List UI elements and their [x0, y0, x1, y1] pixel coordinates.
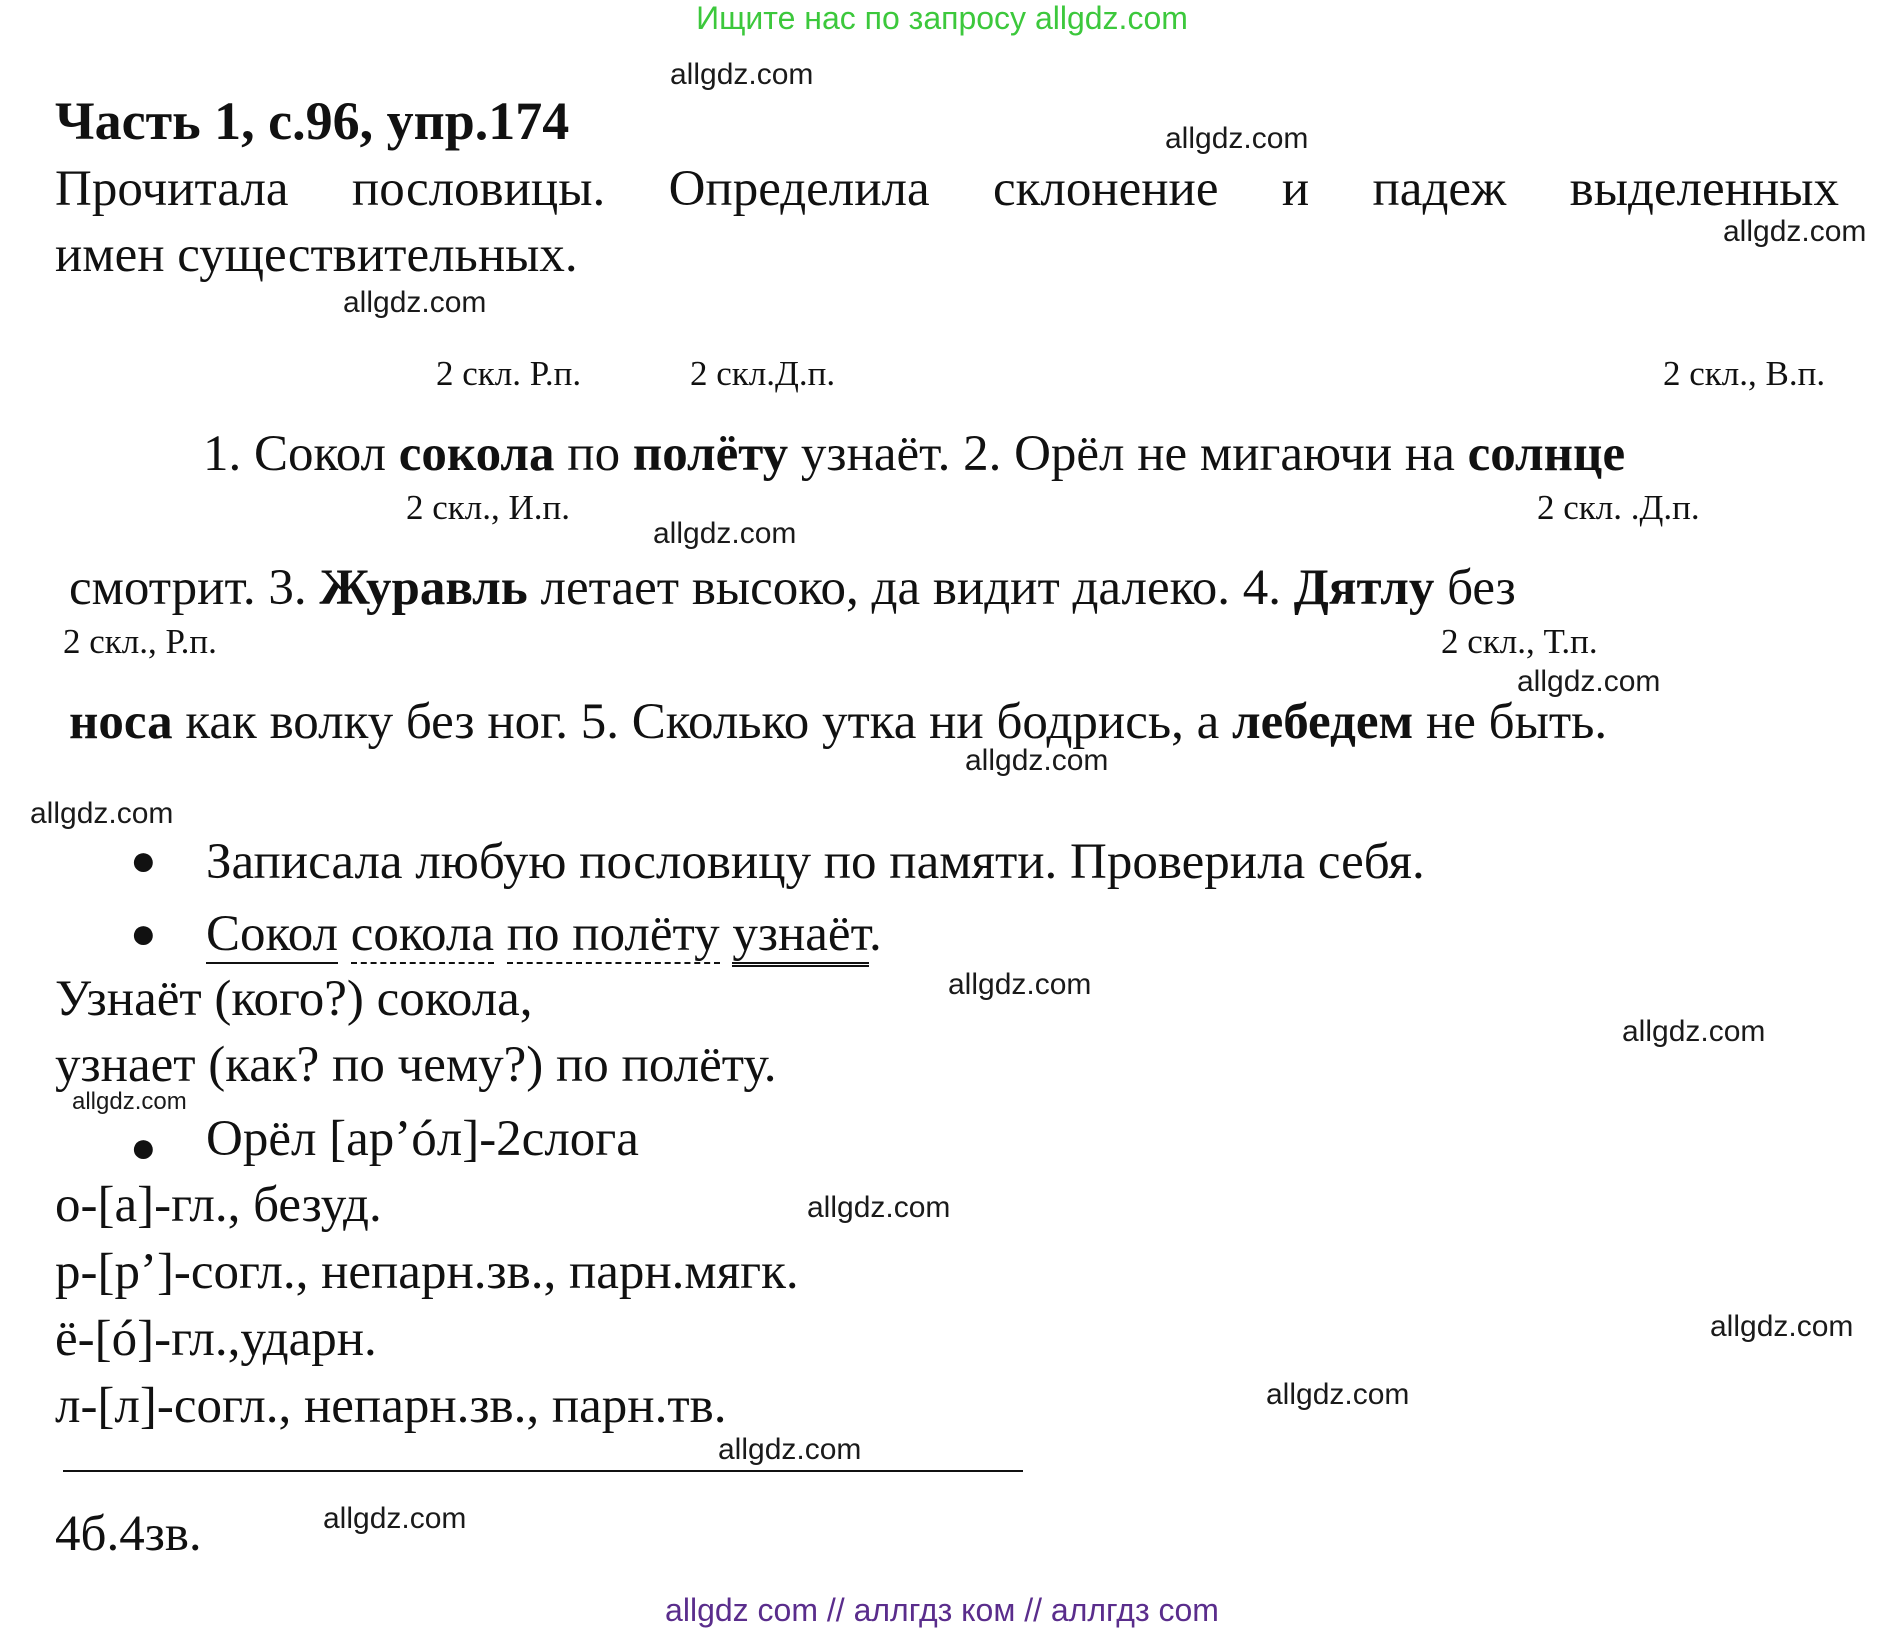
watermark: allgdz.com [72, 1088, 187, 1115]
divider-line [63, 1470, 1023, 1472]
watermark: allgdz.com [1165, 122, 1309, 155]
space [494, 906, 507, 962]
period: . [869, 906, 882, 962]
annotation: 2 скл.Д.п. [690, 354, 836, 393]
annotation: 2 скл., И.п. [406, 488, 571, 527]
highlighted-noun: Журавль [319, 560, 528, 616]
watermark: allgdz.com [718, 1433, 862, 1466]
bullet-item-2 [206, 905, 882, 963]
phonetic-line-4: л-[л]-согл., непарн.зв., парн.тв. [55, 1378, 727, 1434]
proverb-line-2 [69, 559, 1516, 617]
proverb-text: 1. Сокол [203, 426, 399, 482]
proverb-line-3 [69, 693, 1607, 751]
space [720, 906, 733, 962]
watermark: allgdz.com [343, 286, 487, 319]
bottom-banner: allgdz com // аллгдз ком // аллгдз com [665, 1592, 1219, 1628]
bullet-icon: ● [130, 836, 157, 885]
predicate-word: узнаёт [732, 906, 869, 967]
phonetic-line-1: о-[а]-гл., безуд. [55, 1177, 382, 1233]
watermark: allgdz.com [965, 744, 1109, 777]
task-line-1: Прочитала пословицы. Определила склонение и падеж выделенных [55, 161, 1839, 217]
highlighted-noun: солнце [1467, 426, 1626, 482]
proverb-text: без [1434, 560, 1516, 616]
proverb-text: по [554, 426, 633, 482]
summary-line: 4б.4зв. [55, 1506, 202, 1562]
task-line-2: имен существительных. [55, 227, 578, 283]
proverb-text: узнаёт. 2. Орёл не мигаючи на [788, 426, 1468, 482]
watermark: allgdz.com [30, 797, 174, 830]
adverbial-phrase: по полёту [506, 906, 720, 962]
space [338, 906, 351, 962]
bullet-item-3: Орёл [ар’óл]-2слога [206, 1111, 639, 1167]
bullet-item-1: Записала любую пословицу по памяти. Проверила себя. [206, 834, 1425, 890]
phonetic-line-3: ё-[ó]-гл.,ударн. [55, 1311, 377, 1367]
highlighted-noun: носа [69, 694, 173, 750]
page-title: Часть 1, с.96, упр.174 [55, 91, 570, 151]
annotation: 2 скл., В.п. [1663, 354, 1826, 393]
highlighted-noun: лебедем [1231, 694, 1414, 750]
watermark: allgdz.com [1710, 1310, 1854, 1343]
question-line-2: узнает (как? по чему?) по полёту. [55, 1037, 777, 1093]
question-line-1: Узнаёт (кого?) сокола, [55, 971, 533, 1027]
watermark: allgdz.com [323, 1502, 467, 1535]
annotation: 2 скл., Т.п. [1441, 622, 1598, 661]
proverb-text: как волку без ног. 5. Сколько утка ни бодрись, а [172, 694, 1232, 750]
bullet-icon: ● [130, 909, 157, 958]
watermark: allgdz.com [1723, 215, 1867, 248]
annotation: 2 скл., Р.п. [63, 622, 217, 661]
phonetic-line-2: р-[р’]-согл., непарн.зв., парн.мягк. [55, 1244, 799, 1300]
watermark: allgdz.com [1622, 1015, 1766, 1048]
watermark: allgdz.com [1266, 1378, 1410, 1411]
annotation: 2 скл. Р.п. [436, 354, 582, 393]
watermark: allgdz.com [807, 1191, 951, 1224]
watermark: allgdz.com [948, 968, 1092, 1001]
bullet-icon: ● [130, 1123, 157, 1172]
proverb-text: не быть. [1413, 694, 1608, 750]
watermark: allgdz.com [653, 517, 797, 550]
annotation: 2 скл. .Д.п. [1537, 488, 1700, 527]
proverb-text: смотрит. 3. [69, 560, 320, 616]
watermark: allgdz.com [1517, 665, 1661, 698]
subject-word: Сокол [206, 906, 338, 962]
proverb-text: летает высоко, да видит далеко. 4. [527, 560, 1294, 616]
top-banner: Ищите нас по запросу allgdz.com [696, 0, 1188, 36]
proverb-line-1 [203, 425, 1625, 483]
highlighted-noun: сокола [398, 426, 555, 482]
watermark: allgdz.com [670, 58, 814, 91]
object-word: сокола [350, 906, 494, 962]
highlighted-noun: Дятлу [1293, 560, 1435, 616]
highlighted-noun: полёту [632, 426, 789, 482]
